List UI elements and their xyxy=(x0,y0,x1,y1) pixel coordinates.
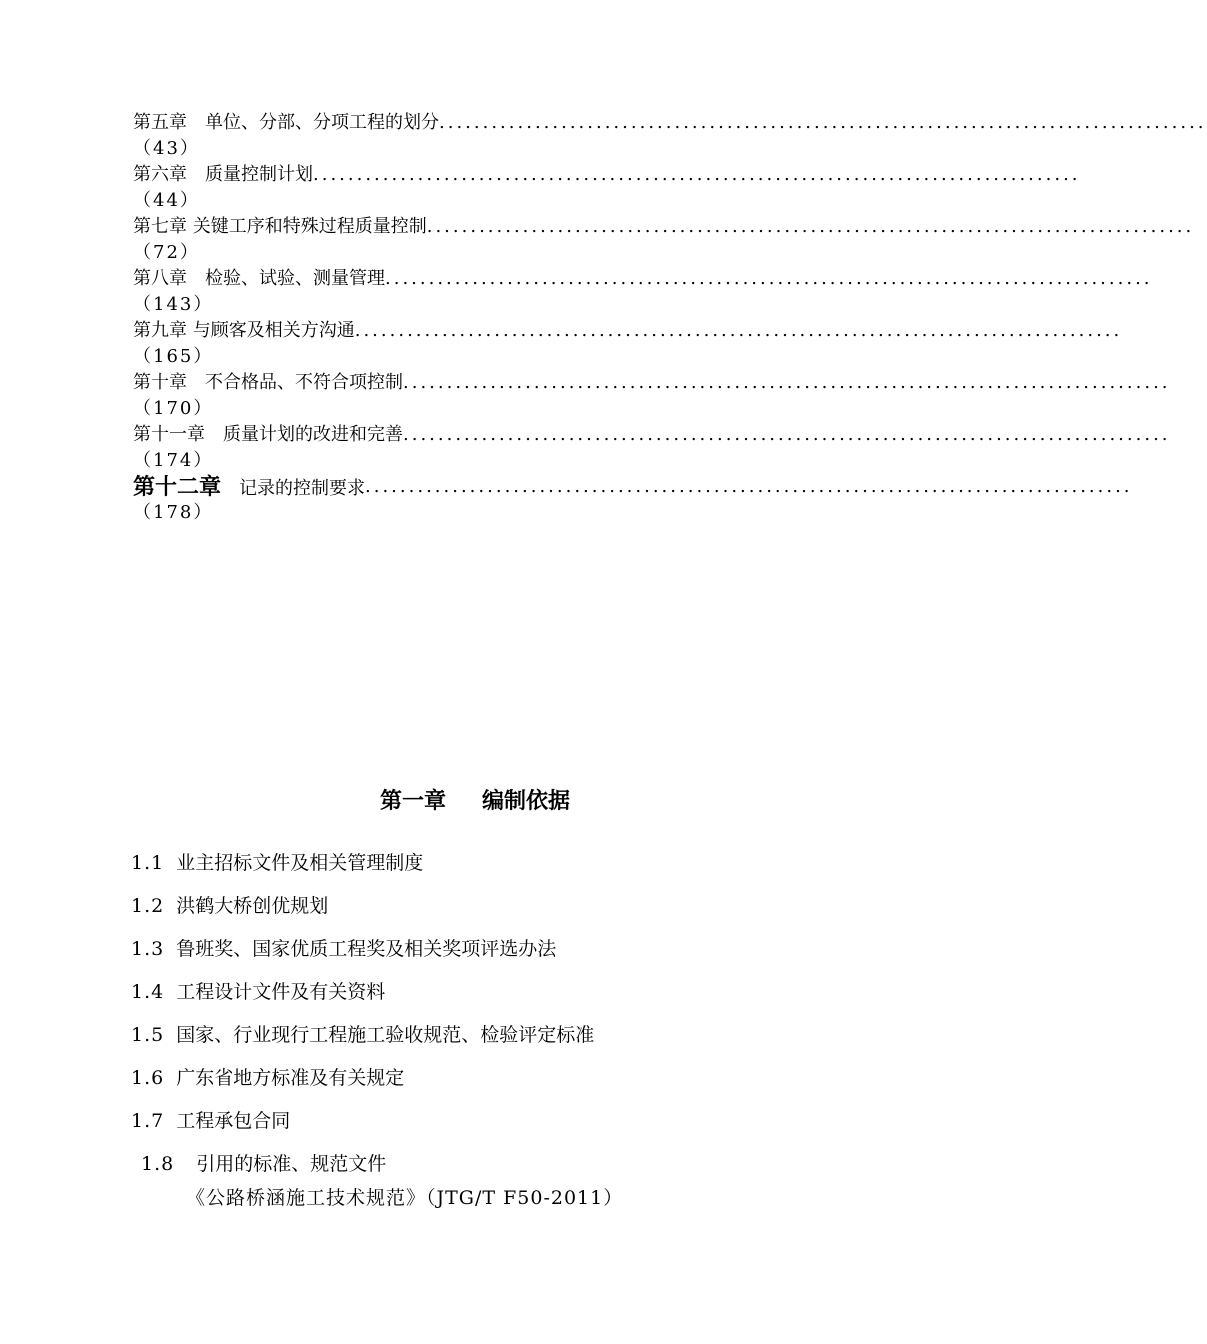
toc-title: 第六章 质量控制计划 xyxy=(133,164,313,185)
chapter-name: 编制依据 xyxy=(482,789,571,814)
toc-title-emphasis: 第十二章 xyxy=(133,474,222,500)
toc-page-number: （143） xyxy=(133,294,214,315)
toc-entry[interactable] xyxy=(133,110,1207,162)
toc-page-number: （43） xyxy=(133,138,200,159)
toc-entry[interactable] xyxy=(133,214,1195,266)
toc-leader-dots: ........................................................................................ xyxy=(313,164,1081,185)
chapter-heading xyxy=(0,784,950,815)
toc-entry[interactable] xyxy=(133,162,1081,214)
item-number: 1.6 xyxy=(131,1067,165,1089)
toc-entry[interactable] xyxy=(133,318,1123,370)
toc-title: 第九章 与顾客及相关方沟通 xyxy=(133,320,355,341)
item-text: 鲁班奖、国家优质工程奖及相关奖项评选办法 xyxy=(176,938,557,960)
list-item xyxy=(131,1106,831,1149)
toc-leader-dots: ........................................................................................ xyxy=(439,112,1207,133)
item-text: 广东省地方标准及有关规定 xyxy=(176,1067,405,1089)
toc-leader-dots: ........................................................................................ xyxy=(385,268,1153,289)
list-item xyxy=(131,848,831,891)
item-text: 工程承包合同 xyxy=(176,1110,291,1132)
toc-entry[interactable] xyxy=(133,370,1171,422)
toc-leader-dots: ........................................................................................ xyxy=(403,372,1171,393)
list-item xyxy=(131,977,831,1020)
item-number: 1.1 xyxy=(131,852,165,874)
item-text: 工程设计文件及有关资料 xyxy=(176,981,386,1003)
item-number: 1.7 xyxy=(131,1110,165,1132)
table-of-contents xyxy=(133,110,1207,526)
toc-title: 第十一章 质量计划的改进和完善 xyxy=(133,424,403,445)
toc-title: 第八章 检验、试验、测量管理 xyxy=(133,268,385,289)
reference-document: 《公路桥涵施工技术规范》（JTG/T F50-2011） xyxy=(186,1187,624,1209)
item-number: 1.5 xyxy=(131,1024,165,1046)
list-item xyxy=(131,891,831,934)
basis-list xyxy=(131,848,831,1189)
item-text: 国家、行业现行工程施工验收规范、检验评定标准 xyxy=(176,1024,595,1046)
toc-leader-dots: ........................................................................................ xyxy=(365,476,1133,497)
toc-leader-dots: ........................................................................................ xyxy=(426,216,1195,237)
toc-leader-dots: ........................................................................................ xyxy=(354,320,1123,341)
item-number: 1.3 xyxy=(131,938,165,960)
toc-title: 第五章 单位、分部、分项工程的划分 xyxy=(133,112,439,133)
toc-entry[interactable] xyxy=(133,474,1133,526)
toc-page-number: （170） xyxy=(133,398,214,419)
toc-page-number: （72） xyxy=(133,242,200,263)
list-item xyxy=(131,1020,831,1063)
toc-title xyxy=(133,474,365,500)
toc-page-number: （165） xyxy=(133,346,214,367)
toc-entry[interactable] xyxy=(133,266,1153,318)
item-text: 洪鹤大桥创优规划 xyxy=(176,895,329,917)
item-text: 业主招标文件及相关管理制度 xyxy=(176,852,424,874)
toc-page-number: （174） xyxy=(133,450,214,471)
item-number: 1.4 xyxy=(131,981,165,1003)
item-number: 1.2 xyxy=(131,895,165,917)
toc-title: 第七章 关键工序和特殊过程质量控制 xyxy=(133,216,427,237)
list-item xyxy=(131,934,831,977)
toc-page-number: （44） xyxy=(133,190,200,211)
chapter-number: 第一章 xyxy=(379,789,446,814)
toc-entry[interactable] xyxy=(133,422,1171,474)
toc-page-number: （178） xyxy=(133,502,214,523)
item-text: 引用的标准、规范文件 xyxy=(196,1153,387,1175)
item-number: 1.8 xyxy=(141,1153,175,1175)
list-item xyxy=(131,1063,831,1106)
toc-leader-dots: ........................................................................................ xyxy=(403,424,1171,445)
toc-title-rest: 记录的控制要求 xyxy=(221,478,366,499)
toc-title: 第十章 不合格品、不符合项控制 xyxy=(133,372,403,393)
